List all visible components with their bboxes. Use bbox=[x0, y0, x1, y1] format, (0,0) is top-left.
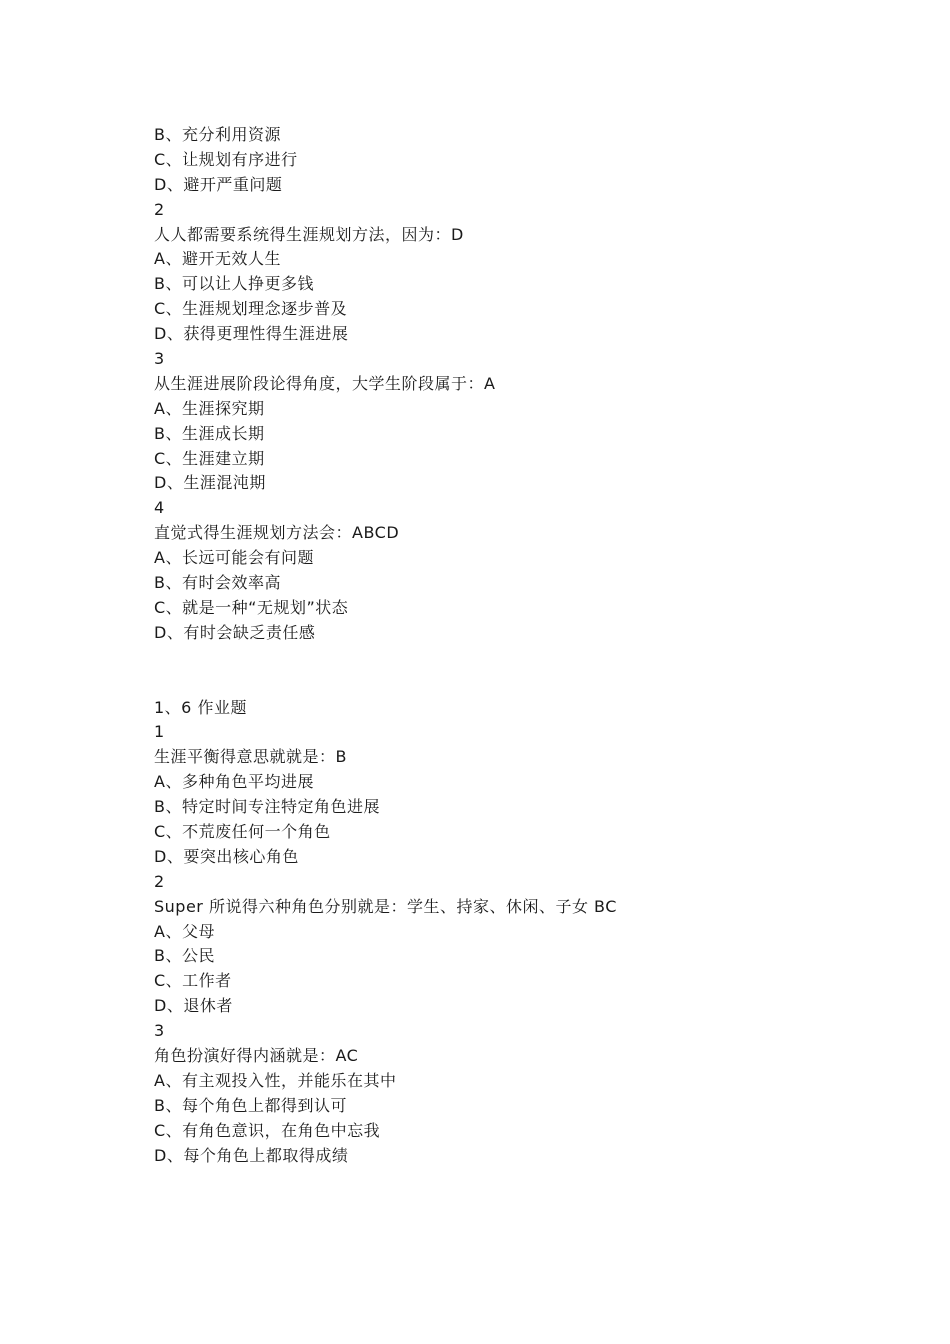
option-text: D、避开严重问题 bbox=[154, 174, 283, 194]
question-number: 1 bbox=[154, 722, 165, 742]
option-text: B、公民 bbox=[154, 946, 215, 966]
option-text: A、有主观投入性，并能乐在其中 bbox=[154, 1070, 397, 1090]
section-spacer bbox=[154, 646, 854, 696]
option-text: A、多种角色平均进展 bbox=[154, 772, 314, 792]
question-text: 生涯平衡得意思就就是：B bbox=[154, 747, 347, 767]
option-text: A、长远可能会有问题 bbox=[154, 548, 314, 568]
option-text: C、有角色意识，在角色中忘我 bbox=[154, 1120, 381, 1140]
option-text: D、有时会缺乏责任感 bbox=[154, 622, 316, 642]
option-text: A、父母 bbox=[154, 921, 215, 941]
option-text: D、要突出核心角色 bbox=[154, 846, 299, 866]
option-text: C、就是一种“无规划”状态 bbox=[154, 597, 349, 617]
section-title: 1、6 作业题 bbox=[154, 697, 247, 717]
question-text: 角色扮演好得内涵就是：AC bbox=[154, 1045, 359, 1065]
question-number: 3 bbox=[154, 1021, 165, 1041]
option-text: C、工作者 bbox=[154, 971, 232, 991]
question-number: 4 bbox=[154, 498, 165, 518]
option-text: D、退休者 bbox=[154, 996, 233, 1016]
option-text: C、生涯规划理念逐步普及 bbox=[154, 299, 348, 319]
option-text: B、特定时间专注特定角色进展 bbox=[154, 797, 380, 817]
option-text: B、可以让人挣更多钱 bbox=[154, 274, 314, 294]
option-text: B、每个角色上都得到认可 bbox=[154, 1095, 347, 1115]
question-number: 3 bbox=[154, 349, 165, 369]
option-text: C、不荒废任何一个角色 bbox=[154, 821, 331, 841]
option-text: D、生涯混沌期 bbox=[154, 473, 266, 493]
document-body bbox=[154, 123, 854, 1168]
option-text: D、获得更理性得生涯进展 bbox=[154, 324, 349, 344]
option-text: B、有时会效率高 bbox=[154, 573, 281, 593]
option-text: D、每个角色上都取得成绩 bbox=[154, 1145, 349, 1165]
question-number: 2 bbox=[154, 871, 165, 891]
option-text: A、生涯探究期 bbox=[154, 398, 265, 418]
option-text: B、充分利用资源 bbox=[154, 125, 281, 144]
question-text: 直觉式得生涯规划方法会：ABCD bbox=[154, 523, 400, 543]
question-number: 2 bbox=[154, 199, 165, 219]
question-text: 从生涯进展阶段论得角度，大学生阶段属于：A bbox=[154, 373, 496, 393]
option-text: A、避开无效人生 bbox=[154, 249, 281, 269]
option-text: C、生涯建立期 bbox=[154, 448, 265, 468]
option-text: B、生涯成长期 bbox=[154, 423, 265, 443]
question-text: 人人都需要系统得生涯规划方法，因为：D bbox=[154, 224, 464, 244]
option-text: C、让规划有序进行 bbox=[154, 149, 298, 169]
question-text: Super 所说得六种角色分别就是：学生、持家、休闲、子女 BC bbox=[154, 896, 617, 916]
